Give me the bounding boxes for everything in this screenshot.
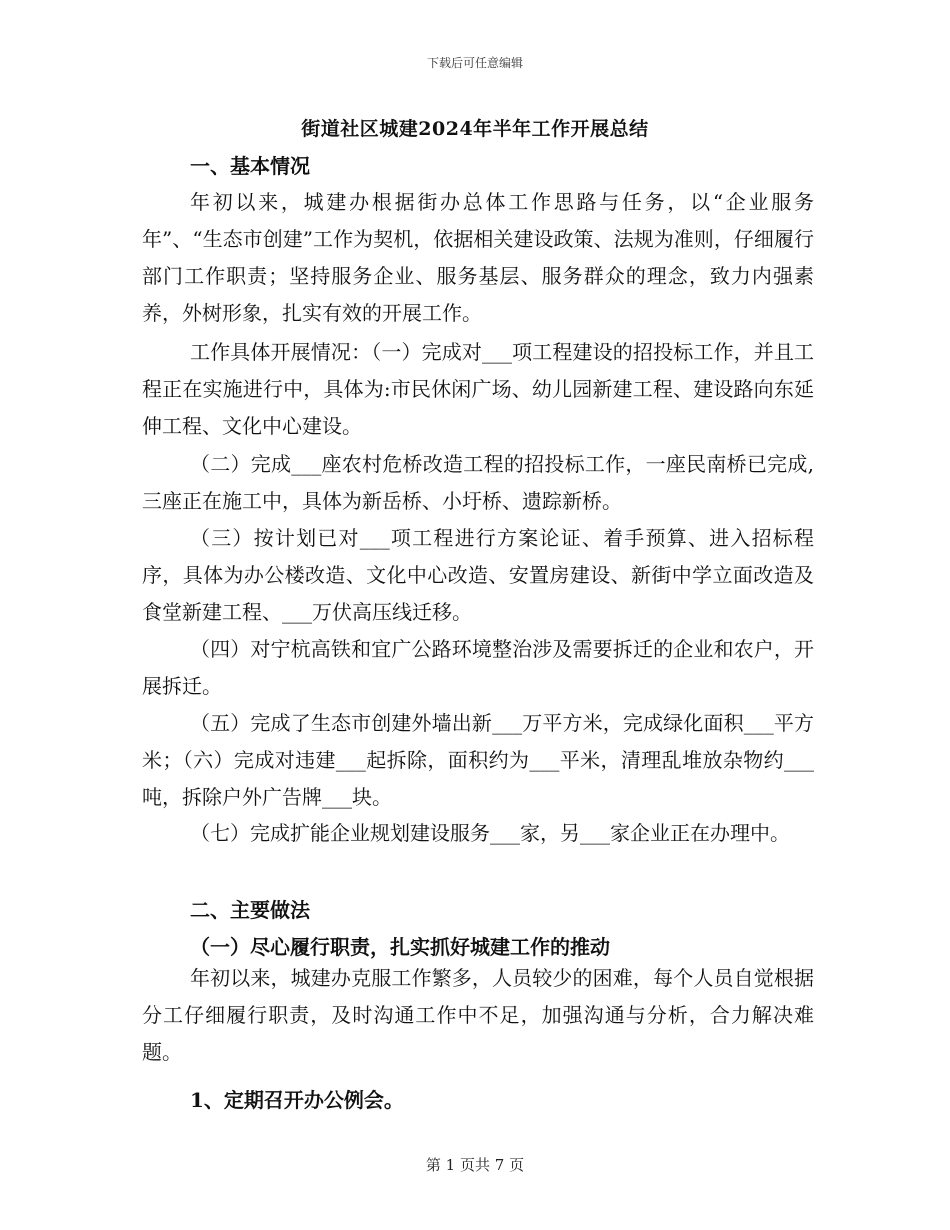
paragraph: （七）完成扩能企业规划建设服务___家，另___家企业正在办理中。 [190, 821, 790, 845]
subsection-heading: （一）尽心履行职责，扎实抓好城建工作的推动 [190, 935, 610, 959]
paragraph: （五）完成了生态市创建外墙出新___万平方米，完成绿化面积___平方米；（六）完成对违建___起拆除，面积约为___平米，清理乱堆放杂物约___吨，拆除户外广告牌___块。 [142, 711, 814, 809]
paragraph: 工作具体开展情况：（一）完成对___项工程建设的招投标工作，并且工程正在实施进行中，具体为:市民休闲广场、幼儿园新建工程、建设路向东延伸工程、文化中心建设。 [142, 340, 814, 438]
paragraph: 年初以来，城建办根据街办总体工作思路与任务，以“企业服务年”、“生态市创建”工作为契机，依据相关建设政策、法规为准则，仔细履行部门工作职责；坚持服务企业、服务基层、服务群众的理念，致力内强素养，外树形象，扎实有效的开展工作。 [142, 190, 814, 325]
paragraph: （二）完成___座农村危桥改造工程的招投标工作，一座民南桥已完成,三座正在施工中，具体为新岳桥、小圩桥、遗踪新桥。 [142, 452, 814, 513]
section-heading-main-practices: 二、主要做法 [190, 898, 310, 922]
page-footer: 第 1 页共 7 页 [425, 1156, 525, 1174]
paragraph: 年初以来，城建办克服工作繁多，人员较少的困难，每个人员自觉根据分工仔细履行职责，及时沟通工作中不足，加强沟通与分析，合力解决难题。 [142, 966, 814, 1064]
header-note: 下载后可任意编辑 [426, 56, 523, 70]
list-item-heading: 1、定期召开办公例会。 [190, 1088, 404, 1112]
paragraph: （四）对宁杭高铁和宜广公路环境整治涉及需要拆迁的企业和农户，开展拆迁。 [142, 637, 814, 698]
document-title: 街道社区城建2024年半年工作开展总结 [301, 118, 649, 140]
paragraph: （三）按计划已对___项工程进行方案论证、着手预算、进入招标程序，具体为办公楼改造、文化中心改造、安置房建设、新街中学立面改造及食堂新建工程、___万伏高压线迁移。 [142, 526, 814, 624]
section-heading-basic-situation: 一、基本情况 [190, 154, 310, 178]
